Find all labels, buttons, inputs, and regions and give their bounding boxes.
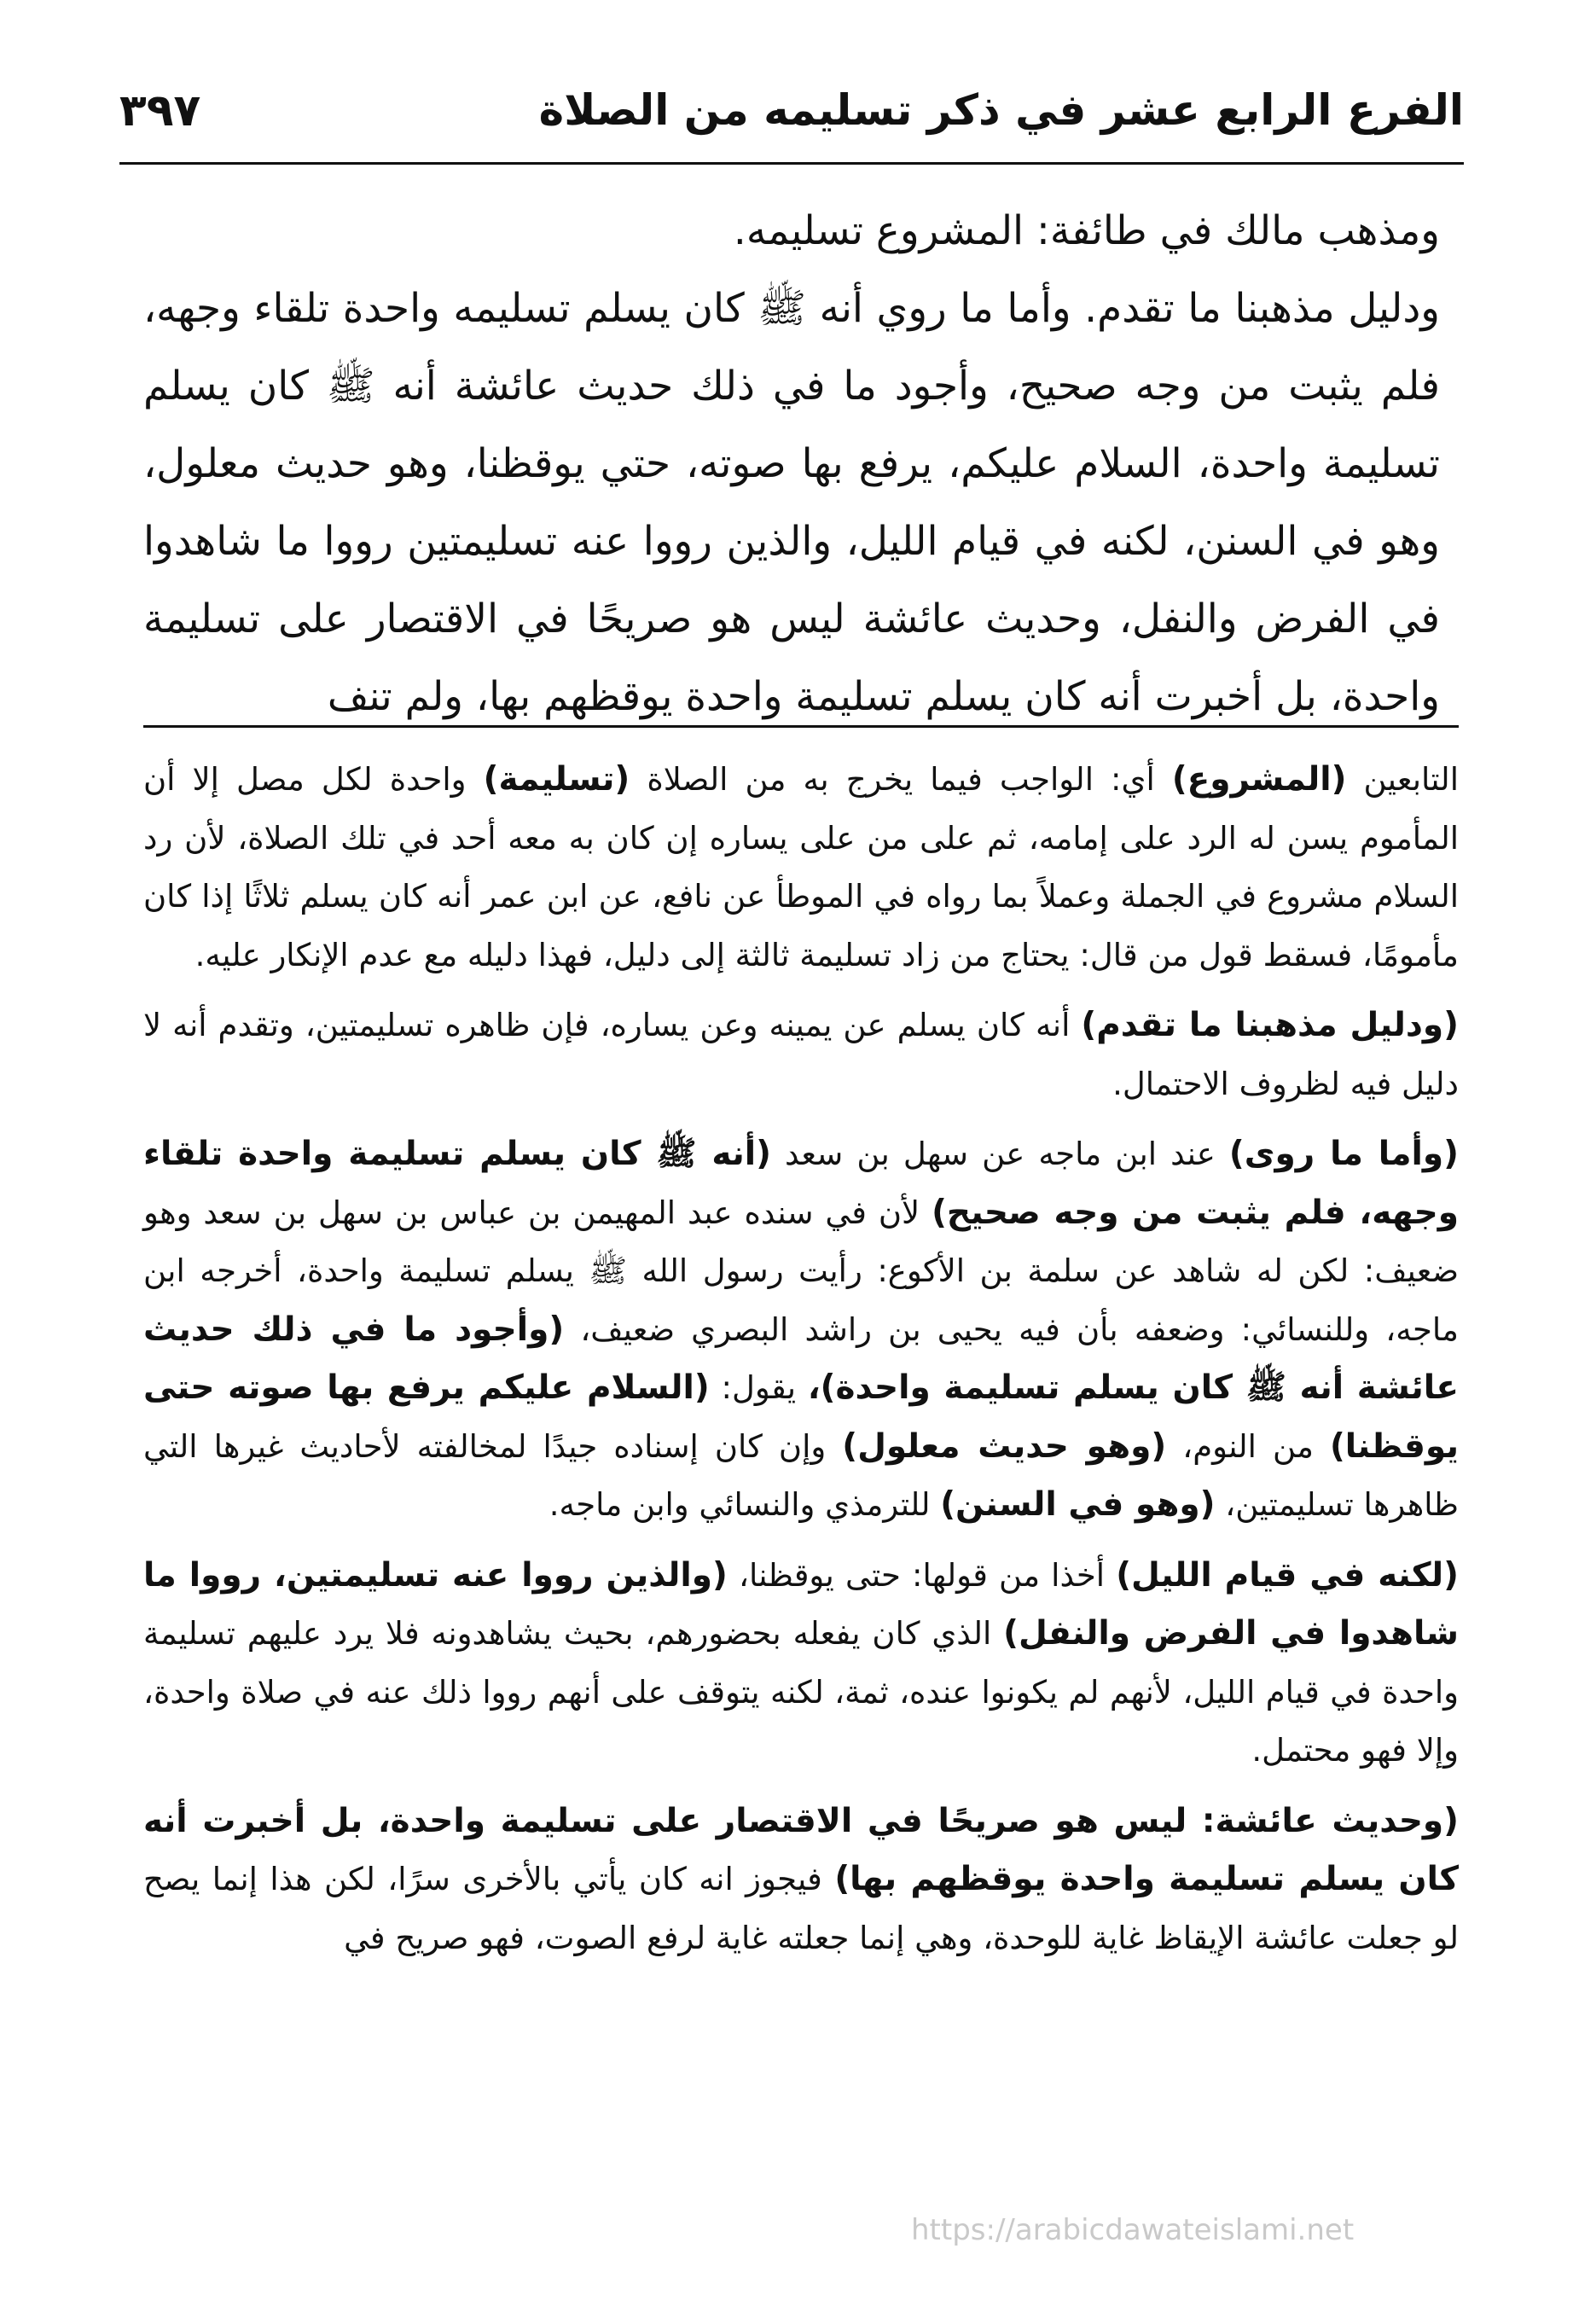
commentary-quote: (ودليل مذهبنا ما تقدم) [1081, 1006, 1460, 1044]
commentary-text: لأن في سنده عبد المهيمن بن عباس بن سهل بن سعد وهو ضعيف: لكن له شاهد عن سلمة بن الأكوع: رأيت رسول الله ﷺ يسلم تسليمة واحدة، أخرجه ابن ماجه، وللنسائي: وضعفه بأن فيه يحيى بن راشد البصري ضعيف، [143, 1194, 1460, 1348]
commentary-text: وإن كان إسناده جيدًا لمخالفته لأحاديث غيرها التي ظاهرها تسليمتين، [143, 1427, 1459, 1523]
main-text [143, 192, 1440, 735]
commentary-quote: (وأجود ما في ذلك حديث عائشة أنه ﷺ كان يسلم تسليمة واحدة)، [143, 1310, 1460, 1407]
commentary-text: واحدة لكل مصل إلا أن المأموم يسن له الرد على إمامه، ثم على من على يساره إن كان به معه أحد في تلك الصلاة، لأن رد السلام مشروع في الجملة وعملاً بما رواه في الموطأ عن نافع، عن ابن عمر أنه كان يسلم ثلاثًا إذا كان مأمومًا، فسقط قول من قال: يحتاج من زاد تسليمة ثالثة إلى دليل، فهذا دليله مع عدم الإنكار عليه. [143, 761, 1459, 973]
commentary-text: من النوم، [1182, 1427, 1314, 1465]
commentary-quote: (تسليمة) [483, 760, 630, 799]
commentary-paragraph [143, 996, 1459, 1113]
commentary-text: فيجوز انه كان يأتي بالأخرى سرًا، لكن هذا إنما يصح لو جعلت عائشة الإيقاظ غاية للوحدة، وهي إنما جعلته غاية لرفع الصوت، فهو صريح في [143, 1861, 1459, 1956]
commentary-text: يقول: [721, 1369, 796, 1406]
page-number: ٣٩٧ [119, 85, 201, 137]
commentary-paragraph [143, 751, 1459, 985]
commentary-paragraph [143, 1125, 1459, 1535]
commentary-text: للترمذي والنسائي وابن ماجه. [549, 1486, 931, 1523]
commentary-text: التابعين [1363, 761, 1459, 798]
commentary-quote: (السلام عليكم يرفع بها صوته حتى يوقظنا) [143, 1368, 1459, 1466]
main-paragraph: ودليل مذهبنا ما تقدم. وأما ما روي أنه ﷺ كان يسلم تسليمه واحدة تلقاء وجهه، فلم يثبت من وجه صحيح، وأجود ما في ذلك حديث عائشة أنه ﷺ كان يسلم تسليمة واحدة، السلام عليكم، يرفع بها صوته، حتي يوقظنا، وهو حديث معلول، وهو في السنن، لكنه في قيام الليل، والذين رووا عنه تسليمتين رووا ما شاهدوا في الفرض والنفل، وحديث عائشة ليس هو صريحًا في الاقتصار على تسليمة واحدة، بل أخبرت أنه كان يسلم تسليمة واحدة يوقظهم بها، ولم تنف [143, 285, 1440, 720]
header-divider [119, 162, 1464, 165]
commentary-text: الذي كان يفعله بحضورهم، بحيث يشاهدونه فلا يرد عليهم تسليمة واحدة في قيام الليل، لأنهم لم يكونوا عنده، ثمة، لكنه يتوقف على أنهم رووا ذلك عنه في صلاة واحدة، وإلا فهو محتمل. [143, 1615, 1459, 1769]
commentary-quote: (وحديث عائشة: ليس هو صريحًا في الاقتصار على تسليمة واحدة، بل أخبرت أنه كان يسلم تسليمة واحدة يوقظهم بها) [143, 1801, 1460, 1898]
main-paragraph: ومذهب مالك في طائفة: المشروع تسليمه. [733, 207, 1440, 254]
commentary-quote: (والذين رووا عنه تسليمتين، رووا ما شاهدوا في الفرض والنفل) [143, 1555, 1459, 1653]
commentary-quote: (لكنه في قيام الليل) [1116, 1555, 1459, 1595]
commentary-text: أنه كان يسلم عن يمينه وعن يساره، فإن ظاهره تسليمتين، وتقدم أنه لا دليل فيه لظروف الاحتمال. [143, 1007, 1459, 1102]
commentary-quote: (أنه ﷺ كان يسلم تسليمة واحدة تلقاء وجهه، فلم يثبت من وجه صحيح) [143, 1135, 1459, 1232]
footnote-divider [143, 725, 1459, 728]
watermark-url: https://arabicdawateislami.net [911, 2213, 1355, 2247]
commentary-quote: (المشروع) [1171, 760, 1347, 799]
commentary-text: أخذا من قولها: حتى يوقظنا، [739, 1556, 1106, 1594]
page-header [119, 85, 1464, 145]
commentary-quote: (وأما ما روى) [1228, 1135, 1459, 1173]
running-title: الفرع الرابع عشر في ذكر تسليمه من الصلاة [538, 85, 1464, 135]
commentary [143, 751, 1459, 1979]
commentary-quote: (وهو في السنن) [940, 1485, 1216, 1524]
commentary-text: أي: الواجب فيما يخرج به من الصلاة [647, 761, 1155, 798]
commentary-paragraph [143, 1792, 1459, 1968]
commentary-quote: (وهو حديث معلول) [842, 1426, 1167, 1466]
commentary-paragraph [143, 1547, 1459, 1781]
commentary-text: عند ابن ماجه عن سهل بن سعد [785, 1136, 1216, 1172]
